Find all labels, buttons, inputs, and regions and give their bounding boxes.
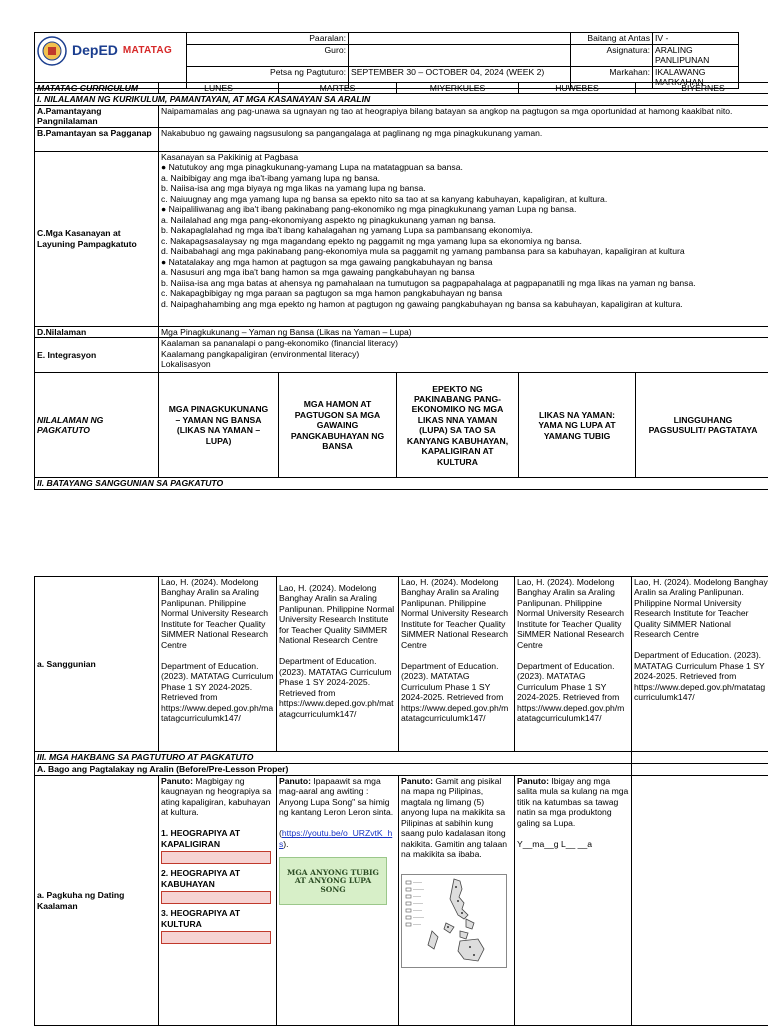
- kasanayan-line: c. Nakapagsasalaysay ng mga magandang epekto ng paggamit ng mga yamang lupa sa ekonomiya ng bansa.: [161, 236, 768, 246]
- kasanayan-line: a. Naibibigay ang mga iba't-ibang yamang lupa ng bansa.: [161, 173, 768, 183]
- integrasyon-line: Kaalaman sa pananalapi o pang-ekonomiko (financial literacy): [161, 338, 768, 348]
- baitang-label: Baitang at Antas: [571, 33, 653, 45]
- panuto-label: Panuto:: [401, 776, 433, 786]
- pagkuha-miyerkules: [399, 776, 515, 1026]
- panuto-label: Panuto:: [517, 776, 549, 786]
- kasanayan-line: b. Nakapaglalahad ng mga iba't ibang kahalagahan ng yamang Lupa sa pambansang ekonomiya.: [161, 225, 768, 235]
- section-heading-1: I. NILALAMAN NG KURIKULUM, PAMANTAYAN, AT MGA KASANAYAN SA ARALIN: [35, 94, 768, 105]
- section-heading-3: III. MGA HAKBANG SA PAGTUTURO AT PAGKATUTO: [35, 752, 632, 764]
- matatag-logo: MATATAG: [123, 45, 172, 57]
- martes-instructions: Ipapaawit sa mga mag-aaral ang awiting : Anyong Lupa Song" sa himig ng kantang Leron Leron sinta.: [279, 776, 393, 817]
- deped-seal-icon: [37, 36, 67, 66]
- kasanayan-list: [159, 151, 768, 326]
- miyerkules-instructions: Gamit ang pisikal na mapa ng Pilipinas, magtala ng limang (5) anyong lupa na makikita sa Pilipinas at sabihin kung saang pulo kadalasan itong nakikita. Gamitin ang talaan na makikita sa ibaba.: [401, 776, 507, 859]
- ref-deped: Department of Education. (2023). MATATAG Curriculum Phase 1 SY 2024-2025. Retrieved from https://www.deped.gov.ph/matatagcurriculumk147/: [634, 650, 768, 702]
- kasanayan-line: d. Naibabahagi ang mga pakinabang pang-ekonomiya mula sa paggamit ng yamang pambansa para sa kabuhayan, kapaligiran at kultura: [161, 246, 768, 256]
- markahan-label: Markahan:: [571, 66, 653, 88]
- sanggunian-martes: [277, 577, 399, 752]
- petsa-label: Petsa ng Pagtuturo:: [187, 66, 349, 88]
- section-heading-2: II. BATAYANG SANGGUNIAN SA PAGKATUTO: [35, 478, 768, 489]
- col-header-martes: MARTES: [279, 83, 397, 94]
- integrasyon-list: [159, 338, 768, 373]
- pamantayang-label: A.Pamantayang Pangnilalaman: [35, 105, 159, 127]
- paaralan-value: [349, 33, 571, 45]
- sanggunian-label: a. Sanggunian: [35, 577, 159, 752]
- word-puzzle: Y__ma__g L__ __a: [517, 839, 629, 849]
- col-header-miyerkules: MIYERKULES: [397, 83, 519, 94]
- panuto-label: Panuto:: [279, 776, 311, 786]
- ref-deped: Department of Education. (2023). MATATAG Curriculum Phase 1 SY 2024-2025. Retrieved from https://www.deped.gov.ph/matatagcurriculumk147/: [517, 661, 629, 724]
- kasanayan-line: c. Naiuugnay ang mga yamang lupa ng bansa sa epekto nito sa tao at sa kanyang kabuhayan, kapaligiran, at kultura.: [161, 194, 768, 204]
- kasanayan-line: d. Naipaghahambing ang mga epekto ng hamon at pagtugon ng gawaing pangkabuhayan ng bansa sa kabuhayan, kapaligiran at kultura.: [161, 299, 768, 309]
- song-thumbnail-title: MGA ANYONG TUBIG AT ANYONG LUPA SONG: [280, 869, 386, 894]
- kasanayan-line: a. Nasusuri ang mga iba't bang hamon sa mga gawaing pangkabuhayan ng bansa: [161, 267, 768, 277]
- pagkuha-biyernes: [632, 776, 768, 1026]
- section-heading-3-empty: [632, 752, 768, 764]
- pagganap-text: Nakabubuo ng gawaing nagsusulong sa pangangalaga at paglinang ng mga pinagkukunang yaman.: [159, 127, 768, 151]
- petsa-value: SEPTEMBER 30 – OCTOBER 04, 2024 (WEEK 2): [349, 66, 571, 88]
- sanggunian-huwebes: [515, 577, 632, 752]
- philippine-map-icon: [401, 874, 507, 968]
- pagkuha-martes: [277, 776, 399, 1026]
- huwebes-instructions: Ibigay ang mga salita mula sa kulang na mga titik na katumbas sa tawag natin sa mga produktong galing sa Lupa.: [517, 776, 628, 828]
- lunes-item-2: 2. HEOGRAPIYA AT KABUHAYAN: [161, 868, 274, 889]
- ref-lao: Lao, H. (2024). Modelong Banghay Aralin sa Araling Panlipunan. Philippine Normal University Research Institute for Teacher Quality SiMMER National Research Centre: [161, 577, 274, 650]
- pagganap-label: B.Pamantayan sa Pagganap: [35, 127, 159, 151]
- logo-cell: [35, 33, 187, 89]
- song-link-url[interactable]: https://youtu.be/o_URZvtK_hs: [279, 828, 392, 848]
- song-thumbnail: [279, 857, 387, 905]
- sanggunian-miyerkules: [399, 577, 515, 752]
- sanggunian-lunes: [159, 577, 277, 752]
- kasanayan-line: Kasanayan sa Pakikinig at Pagbasa: [161, 152, 768, 162]
- pagkuha-lunes: [159, 776, 277, 1026]
- col-header-huwebes: HUWEBES: [519, 83, 636, 94]
- integrasyon-line: Kaalamang pangkapaligiran (environmental literacy): [161, 349, 768, 359]
- paaralan-label: Paaralan:: [187, 33, 349, 45]
- topic-huwebes: LIKAS NA YAMAN: YAMA NG LUPA AT YAMANG TUBIG: [519, 373, 636, 478]
- header-block: [34, 32, 738, 70]
- topic-martes: MGA HAMON AT PAGTUGON SA MGA GAWAING PANGKABUHAYAN NG BANSA: [279, 373, 397, 478]
- topic-biyernes: LINGGUHANG PAGSUSULIT/ PAGTATAYA: [636, 373, 768, 478]
- kasanayan-line: a. Nailalahad ang mga pang-ekonomiyang aspekto ng pinagkukunang yaman ng bansa.: [161, 215, 768, 225]
- kasanayan-line: b. Naiisa-isa ang mga batas at ahensya ng pamahalaan na tumutugon sa pagpapahalaga at pagpapanatili ng mga likas na yaman ng bansa.: [161, 278, 768, 288]
- guro-label: Guro:: [187, 45, 349, 67]
- integrasyon-line: Lokalisasyon: [161, 359, 768, 369]
- lunes-item-3: 3. HEOGRAPIYA AT KULTURA: [161, 908, 274, 929]
- sanggunian-biyernes: [632, 577, 768, 752]
- baitang-value: IV -: [653, 33, 739, 45]
- kasanayan-line: ● Natutukoy ang mga pinagkukunang-yamang Lupa na matatagpuan sa bansa.: [161, 162, 768, 172]
- col-header-curriculum: MATATAG CURRICULUM: [35, 83, 159, 94]
- pamantayang-text: Naipamamalas ang pag-unawa sa ugnayan ng tao at heograpiya bilang batayan sa angkop na pagtugon sa mga oportunidad at hamong kaakibat nito.: [159, 105, 768, 127]
- answer-box[interactable]: [161, 891, 271, 904]
- col-header-lunes: LUNES: [159, 83, 279, 94]
- ref-deped: Department of Education. (2023). MATATAG Curriculum Phase 1 SY 2024-2025. Retrieved from https://www.deped.gov.ph/matatagcurriculumk147/: [401, 661, 512, 724]
- panuto-label: Panuto:: [161, 776, 193, 786]
- nilalaman-label: D.Nilalaman: [35, 326, 159, 337]
- ref-deped: Department of Education. (2023). MATATAG Curriculum Phase 1 SY 2024-2025. Retrieved from https://www.deped.gov.ph/matatagcurriculumk147/: [279, 656, 396, 719]
- subsection-a-heading: A. Bago ang Pagtalakay ng Aralin (Before/Pre-Lesson Proper): [35, 764, 632, 776]
- deped-logo: DepED: [72, 42, 118, 59]
- integrasyon-label: E. Integrasyon: [35, 338, 159, 373]
- col-header-biyernes: BIYERNES: [636, 83, 768, 94]
- lunes-item-1: 1. HEOGRAPIYA AT KAPALIGIRAN: [161, 828, 274, 849]
- ref-lao: Lao, H. (2024). Modelong Banghay Aralin sa Araling Panlipunan. Philippine Normal University Research Institute for Teacher Quality SiMMER National Research Centre: [401, 577, 512, 650]
- kasanayan-line: ● Natatalakay ang mga hamon at pagtugon sa mga gawaing pangkabuhayan ng bansa: [161, 257, 768, 267]
- kasanayan-line: ● Naipaliliwanag ang iba't ibang pakinabang pang-ekonomiko ng mga pinagkukunang yaman Lupa ng bansa.: [161, 204, 768, 214]
- nilalaman-text: Mga Pinagkukunang – Yaman ng Bansa (Likas na Yaman – Lupa): [159, 326, 768, 337]
- nilalaman-pagkatuto-label: NILALAMAN NG PAGKATUTO: [35, 373, 159, 478]
- ref-lao: Lao, H. (2024). Modelong Banghay Aralin sa Araling Panlipunan. Philippine Normal University Research Institute for Teacher Quality SiMMER National Research Centre: [517, 577, 629, 650]
- guro-value: [349, 45, 571, 67]
- topic-miyerkules: EPEKTO NG PAKINABANG PANG-EKONOMIKO NG MGA LIKAS NNA YAMAN (LUPA) SA TAO SA KANYANG KABUHAYAN, KAPALIGIRAN AT KULTURA: [397, 373, 519, 478]
- subsection-a-empty: [632, 764, 768, 776]
- markahan-value: IKALAWANG MARKAHAN: [653, 66, 739, 88]
- topic-lunes: MGA PINAGKUKUNANG – YAMAN NG BANSA (LIKAS NA YAMAN – LUPA): [159, 373, 279, 478]
- kasanayan-label: C.Mga Kasanayan at Layuning Pampagkatuto: [35, 151, 159, 326]
- curriculum-table-top: [34, 82, 768, 490]
- answer-box[interactable]: [161, 851, 271, 864]
- ref-lao: Lao, H. (2024). Modelong Banghay Aralin sa Araling Panlipunan. Philippine Normal University Research Institute for Teacher Quality SiMMER National Research Centre: [634, 577, 768, 640]
- asignatura-label: Asignatura:: [571, 45, 653, 67]
- lunes-instructions: Magbigay ng kaugnayan ng heograpiya sa ating kapaligiran, kabuhayan at kultura.: [161, 776, 271, 817]
- curriculum-table-bottom: [34, 576, 768, 1026]
- pagkuha-label: a. Pagkuha ng Dating Kaalaman: [35, 776, 159, 1026]
- ref-lao: Lao, H. (2024). Modelong Banghay Aralin sa Araling Panlipunan. Philippine Normal University Research Institute for Teacher Quality SiMMER National Research Centre: [279, 583, 396, 646]
- pagkuha-huwebes: [515, 776, 632, 1026]
- ref-deped: Department of Education. (2023). MATATAG Curriculum Phase 1 SY 2024-2025. Retrieved from https://www.deped.gov.ph/matatagcurriculumk147/: [161, 661, 274, 724]
- kasanayan-line: c. Nakapagbibigay ng mga paraan sa pagtugon sa mga hamon pangkabuhayan ng bansa: [161, 288, 768, 298]
- asignatura-value: ARALING PANLIPUNAN: [653, 45, 739, 67]
- answer-box[interactable]: [161, 931, 271, 944]
- song-link[interactable]: (https://youtu.be/o_URZvtK_hs).: [279, 828, 396, 849]
- kasanayan-line: b. Naiisa-isa ang mga biyaya ng mga likas na yamang lupa ng bansa.: [161, 183, 768, 193]
